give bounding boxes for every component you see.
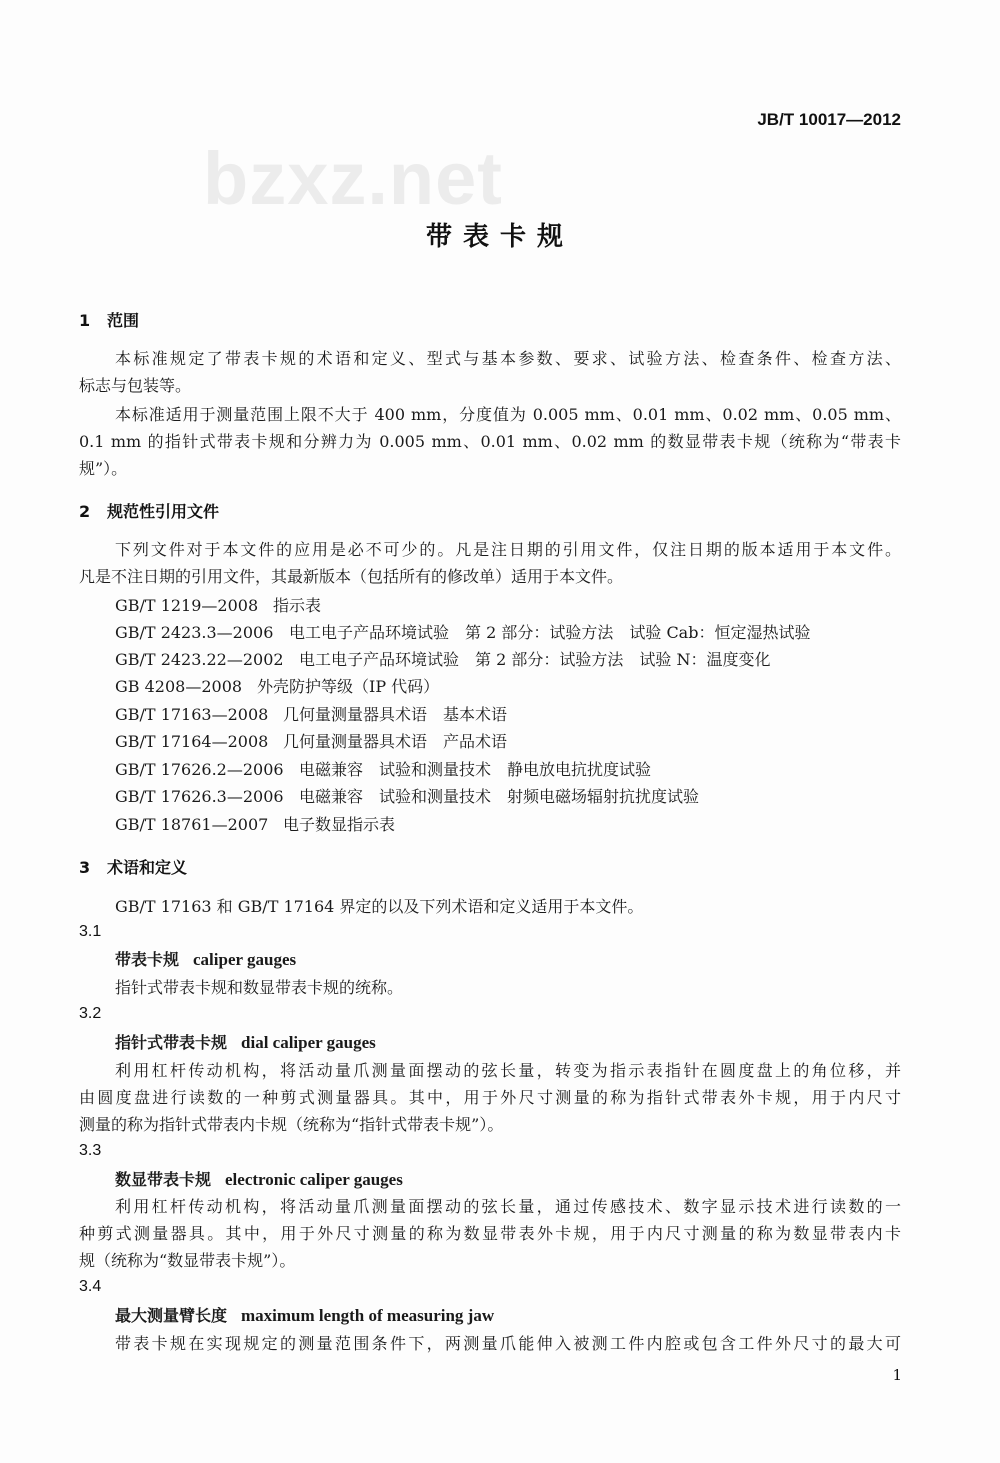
- reference-title: 电磁兼容 试验和测量技术 静电放电抗扰度试验: [299, 760, 652, 779]
- reference-code: GB/T 17164—2008: [115, 732, 269, 751]
- section-title: 范围: [107, 311, 140, 330]
- standard-code: JB/T 10017—2012: [757, 110, 901, 129]
- paragraph-line: GB/T 17163 和 GB/T 17164 界定的以及下列术语和定义适用于本文件。: [115, 897, 644, 916]
- definition-line: 由圆度盘进行读数的一种剪式测量器具。其中，用于外尺寸测量的称为指针式带表外卡规，用于内尺寸: [79, 1088, 901, 1107]
- reference-item: [115, 783, 699, 810]
- paragraph-line: 规”）。: [79, 459, 128, 478]
- reference-title: 电工电子产品环境试验 第 2 部分：试验方法 试验 N：温度变化: [299, 650, 771, 669]
- term-heading: [115, 1030, 376, 1053]
- reference-title: 电子数显指示表: [283, 815, 396, 834]
- definition-line: 利用杠杆传动机构，将活动量爪测量面摆动的弦长量，转变为指示表指针在圆度盘上的角位移，并: [115, 1061, 901, 1080]
- section-title: 术语和定义: [107, 858, 188, 877]
- reference-code: GB/T 1219—2008: [115, 596, 259, 615]
- reference-title: 几何量测量器具术语 基本术语: [283, 705, 508, 724]
- definition-line: 测量的称为指针式带表内卡规（统称为“指针式带表卡规”）。: [79, 1115, 504, 1134]
- clause-number: 3.4: [79, 1278, 102, 1295]
- reference-code: GB 4208—2008: [115, 677, 243, 696]
- term-zh: 带表卡规: [115, 950, 180, 969]
- term-en: electronic caliper gauges: [225, 1170, 403, 1189]
- definition-line: 利用杠杆传动机构，将活动量爪测量面摆动的弦长量，通过传感技术、数字显示技术进行读数的一: [115, 1197, 901, 1216]
- term-zh: 数显带表卡规: [115, 1170, 212, 1189]
- term-zh: 最大测量臂长度: [115, 1306, 228, 1325]
- paragraph-line: 下列文件对于本文件的应用是必不可少的。凡是注日期的引用文件，仅注日期的版本适用于本文件。: [115, 540, 901, 559]
- watermark: bzxz.net: [203, 137, 503, 220]
- term-heading: [115, 1167, 403, 1190]
- definition-line: 指针式带表卡规和数显带表卡规的统称。: [115, 978, 404, 997]
- reference-item: [115, 592, 321, 619]
- reference-title: 指示表: [273, 596, 322, 615]
- section-title: 规范性引用文件: [107, 502, 220, 521]
- paragraph-line: 本标准规定了带表卡规的术语和定义、型式与基本参数、要求、试验方法、检查条件、检查方法、: [115, 349, 901, 368]
- section-2-heading: [79, 499, 219, 522]
- paragraph-line: 0.1 mm 的指针式带表卡规和分辨力为 0.005 mm、0.01 mm、0.02 mm 的数显带表卡规（统称为“带表卡: [79, 432, 901, 451]
- reference-item: [115, 811, 395, 838]
- reference-code: GB/T 2423.3—2006: [115, 623, 274, 642]
- clause-number: 3.2: [79, 1005, 102, 1022]
- term-zh: 指针式带表卡规: [115, 1033, 228, 1052]
- section-3-heading: [79, 855, 187, 878]
- reference-item: [115, 728, 507, 755]
- clause-number: 3.3: [79, 1142, 102, 1159]
- term-en: maximum length of measuring jaw: [241, 1306, 495, 1325]
- section-number: 3: [79, 858, 91, 877]
- reference-title: 外壳防护等级（IP 代码）: [257, 677, 440, 696]
- reference-item: [115, 619, 810, 646]
- term-heading: [115, 1303, 494, 1326]
- term-heading: [115, 947, 296, 970]
- definition-line: 种剪式测量器具。其中，用于外尺寸测量的称为数显带表外卡规，用于内尺寸测量的称为数显带表内卡: [79, 1224, 901, 1243]
- section-number: 1: [79, 311, 91, 330]
- section-number: 2: [79, 502, 91, 521]
- page-number: 1: [892, 1366, 902, 1384]
- reference-title: 几何量测量器具术语 产品术语: [283, 732, 508, 751]
- reference-code: GB/T 17626.3—2006: [115, 787, 284, 806]
- reference-code: GB/T 17626.2—2006: [115, 760, 284, 779]
- reference-item: [115, 673, 439, 700]
- reference-item: [115, 646, 770, 673]
- reference-title: 电磁兼容 试验和测量技术 射频电磁场辐射抗扰度试验: [299, 787, 700, 806]
- reference-title: 电工电子产品环境试验 第 2 部分：试验方法 试验 Cab：恒定湿热试验: [289, 623, 811, 642]
- definition-line: 规（统称为“数显带表卡规”）。: [79, 1251, 296, 1270]
- term-en: dial caliper gauges: [241, 1033, 376, 1052]
- section-1-heading: [79, 308, 139, 331]
- paragraph-line: 凡是不注日期的引用文件，其最新版本（包括所有的修改单）适用于本文件。: [79, 567, 624, 586]
- reference-item: [115, 701, 507, 728]
- reference-code: GB/T 2423.22—2002: [115, 650, 284, 669]
- clause-number: 3.1: [79, 923, 102, 940]
- reference-code: GB/T 18761—2007: [115, 815, 269, 834]
- paragraph-line: 本标准适用于测量范围上限不大于 400 mm，分度值为 0.005 mm、0.01 mm、0.02 mm、0.05 mm、: [115, 405, 901, 424]
- paragraph-line: 标志与包装等。: [79, 376, 192, 395]
- reference-item: [115, 756, 651, 783]
- term-en: caliper gauges: [193, 950, 297, 969]
- document-title: 带表卡规: [425, 222, 574, 252]
- definition-line: 带表卡规在实现规定的测量范围条件下，两测量爪能伸入被测工件内腔或包含工件外尺寸的最大可: [115, 1334, 901, 1353]
- reference-code: GB/T 17163—2008: [115, 705, 269, 724]
